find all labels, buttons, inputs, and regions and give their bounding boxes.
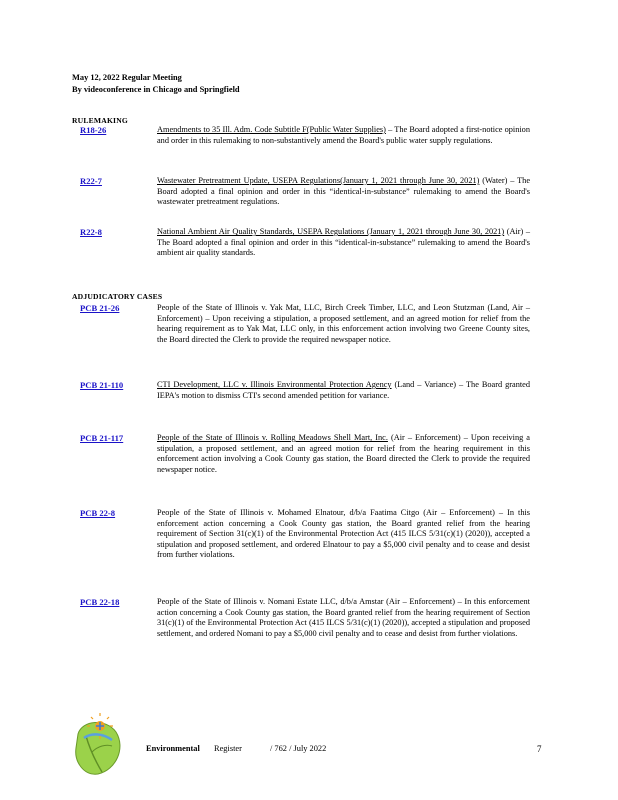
case-title: People of the State of Illinois v. Rolling Meadows Shell Mart, Inc.: [157, 433, 388, 442]
case-body: (Land – Variance) – The Board granted IEPA's motion to dismiss CTI's second amended petition for variance.: [157, 380, 530, 400]
case-body: (Air – Enforcement) – Upon receiving a stipulation, a proposed settlement, and an agreed motion for relief from the hearing requirement in this enforcement action involving a Cook County gas station, the Board directed the Clerk to provide the required newspaper notice.: [157, 433, 530, 474]
case-link[interactable]: PCB 22-8: [80, 508, 116, 518]
case-title: National Ambient Air Quality Standards, USEPA Regulations (January 1, 2021 through June 30, 2021): [157, 227, 505, 236]
case-title: Amendments to 35 Ill. Adm. Code Subtitle F(Public Water Supplies): [157, 125, 386, 134]
case-description: [157, 380, 530, 401]
case-description: [157, 125, 530, 146]
footer-register-label: Register: [214, 744, 242, 753]
section-heading-rulemaking: RULEMAKING: [72, 116, 129, 125]
page-number: 7: [537, 744, 542, 754]
case-body: – The Board adopted a first-notice opinion and order in this rulemaking to non-substantively amend the Board's public water supply regulations.: [157, 125, 530, 145]
case-link[interactable]: PCB 21-26: [80, 303, 120, 313]
case-title: CTI Development, LLC v. Illinois Environmental Protection Agency: [157, 380, 392, 389]
case-body: People of the State of Illinois v. Yak Mat, LLC, Birch Creek Timber, LLC, and Leon Stutzman (Land, Air – Enforcement) – Upon receiving a stipulation, a proposed settlement, and an agreed motion for relief from the hearing requirement as to Yak Mat, LLC only, in this enforcement action involving two Greene County sites, the Board directed the Clerk to provide the required newspaper notice.: [157, 303, 530, 344]
case-description: [157, 303, 530, 345]
meeting-location-line: By videoconference in Chicago and Springfield: [72, 85, 240, 94]
case-body: People of the State of Illinois v. Nomani Estate LLC, d/b/a Amstar (Air – Enforcement) – In this enforcement action concerning a Cook County gas station, the Board granted relief from the hearing requirement of Section 31(c)(1) of the Environmental Protection Act (415 ILCS 5/31(c)(1) (2020)), accepted a stipulation and proposed settlement, and ordered Nomani to pay a $5,000 civil penalty and to cease and desist from further violations.: [157, 597, 530, 638]
case-description: [157, 227, 530, 259]
section-heading-adjudicatory: ADJUDICATORY CASES: [72, 292, 163, 301]
case-description: [157, 433, 530, 475]
case-link[interactable]: R18-26: [80, 125, 107, 135]
case-description: [157, 597, 530, 639]
footer-issue: / 762 / July 2022: [270, 744, 327, 753]
register-logo-icon: [72, 712, 132, 778]
case-link[interactable]: PCB 21-117: [80, 433, 124, 443]
case-body: (Air) – The Board adopted a final opinion and order in this “identical-in-substance” rulemaking to amend the Board's ambient air quality standards.: [157, 227, 530, 257]
case-description: [157, 176, 530, 208]
case-title: Wastewater Pretreatment Update, USEPA Regulations(January 1, 2021 through June 30, 2021): [157, 176, 480, 185]
case-link[interactable]: R22-8: [80, 227, 102, 237]
footer-publication-name: Environmental: [146, 744, 200, 753]
case-link[interactable]: PCB 21-110: [80, 380, 124, 390]
case-link[interactable]: PCB 22-18: [80, 597, 120, 607]
case-body: People of the State of Illinois v. Mohamed Elnatour, d/b/a Faatima Citgo (Air – Enforcement) – In this enforcement action concerning a Cook County gas station, the Board granted relief from the hearing requirement of Section 31(c)(1) of the Environmental Protection Act (415 ILCS 5/31(c)(1) (2020)), accepted a stipulation and proposed settlement, and ordered Elnatour to pay a $5,000 civil penalty and to cease and desist from further violations.: [157, 508, 530, 559]
case-body: (Water) – The Board adopted a final opinion and order in this “identical-in-substance” rulemaking to amend the Board's wastewater pretreatment regulations.: [157, 176, 531, 206]
case-description: [157, 508, 530, 561]
case-link[interactable]: R22-7: [80, 176, 102, 186]
meeting-date-line: May 12, 2022 Regular Meeting: [72, 73, 182, 82]
